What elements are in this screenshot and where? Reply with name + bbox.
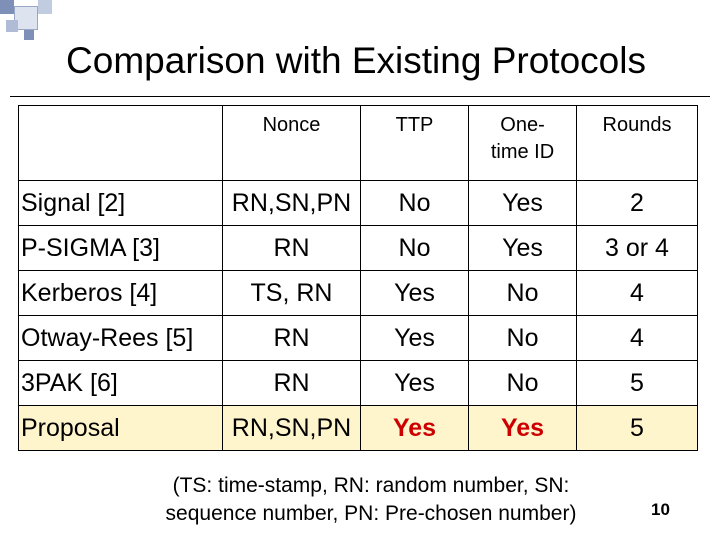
protocol-name: P-SIGMA [3]	[19, 226, 223, 271]
ttp-cell: Yes	[361, 406, 469, 451]
ttp-cell: No	[361, 226, 469, 271]
nonce-cell: RN	[223, 316, 361, 361]
rounds-cell: 2	[577, 181, 698, 226]
table-row	[19, 226, 698, 271]
rounds-cell: 5	[577, 361, 698, 406]
table-row	[19, 316, 698, 361]
header-cell: TTP	[361, 106, 469, 181]
onetime-cell: No	[469, 316, 577, 361]
header-cell: Rounds	[577, 106, 698, 181]
table-row	[19, 361, 698, 406]
table-row	[19, 181, 698, 226]
nonce-cell: RN	[223, 226, 361, 271]
header-cell: One- time ID	[469, 106, 577, 181]
protocol-name: Proposal	[19, 406, 223, 451]
slide-title: Comparison with Existing Protocols	[66, 40, 646, 81]
title-divider	[10, 96, 710, 97]
comparison-table	[18, 105, 698, 451]
rounds-cell: 5	[577, 406, 698, 451]
deco-square	[38, 0, 52, 14]
protocol-name: Kerberos [4]	[19, 271, 223, 316]
rounds-cell: 4	[577, 316, 698, 361]
protocol-name: Otway-Rees [5]	[19, 316, 223, 361]
onetime-cell: Yes	[469, 226, 577, 271]
page-number: 10	[651, 500, 670, 519]
ttp-cell: No	[361, 181, 469, 226]
protocol-name: 3PAK [6]	[19, 361, 223, 406]
header-cell	[19, 106, 223, 181]
nonce-cell: RN	[223, 361, 361, 406]
onetime-cell: Yes	[469, 406, 577, 451]
header-cell: Nonce	[223, 106, 361, 181]
rounds-cell: 4	[577, 271, 698, 316]
onetime-cell: No	[469, 361, 577, 406]
rounds-cell: 3 or 4	[577, 226, 698, 271]
onetime-cell: No	[469, 271, 577, 316]
ttp-cell: Yes	[361, 316, 469, 361]
deco-square	[24, 30, 34, 40]
nonce-cell: RN,SN,PN	[223, 181, 361, 226]
ttp-cell: Yes	[361, 271, 469, 316]
table-header-row	[19, 106, 698, 181]
deco-square	[6, 20, 18, 32]
protocol-name: Signal [2]	[19, 181, 223, 226]
table-row	[19, 271, 698, 316]
nonce-cell: TS, RN	[223, 271, 361, 316]
table-row-proposal	[19, 406, 698, 451]
footnote: (TS: time-stamp, RN: random number, SN: sequence number, PN: Pre-chosen number)	[165, 474, 577, 525]
ttp-cell: Yes	[361, 361, 469, 406]
deco-square	[0, 0, 14, 14]
nonce-cell: RN,SN,PN	[223, 406, 361, 451]
onetime-cell: Yes	[469, 181, 577, 226]
